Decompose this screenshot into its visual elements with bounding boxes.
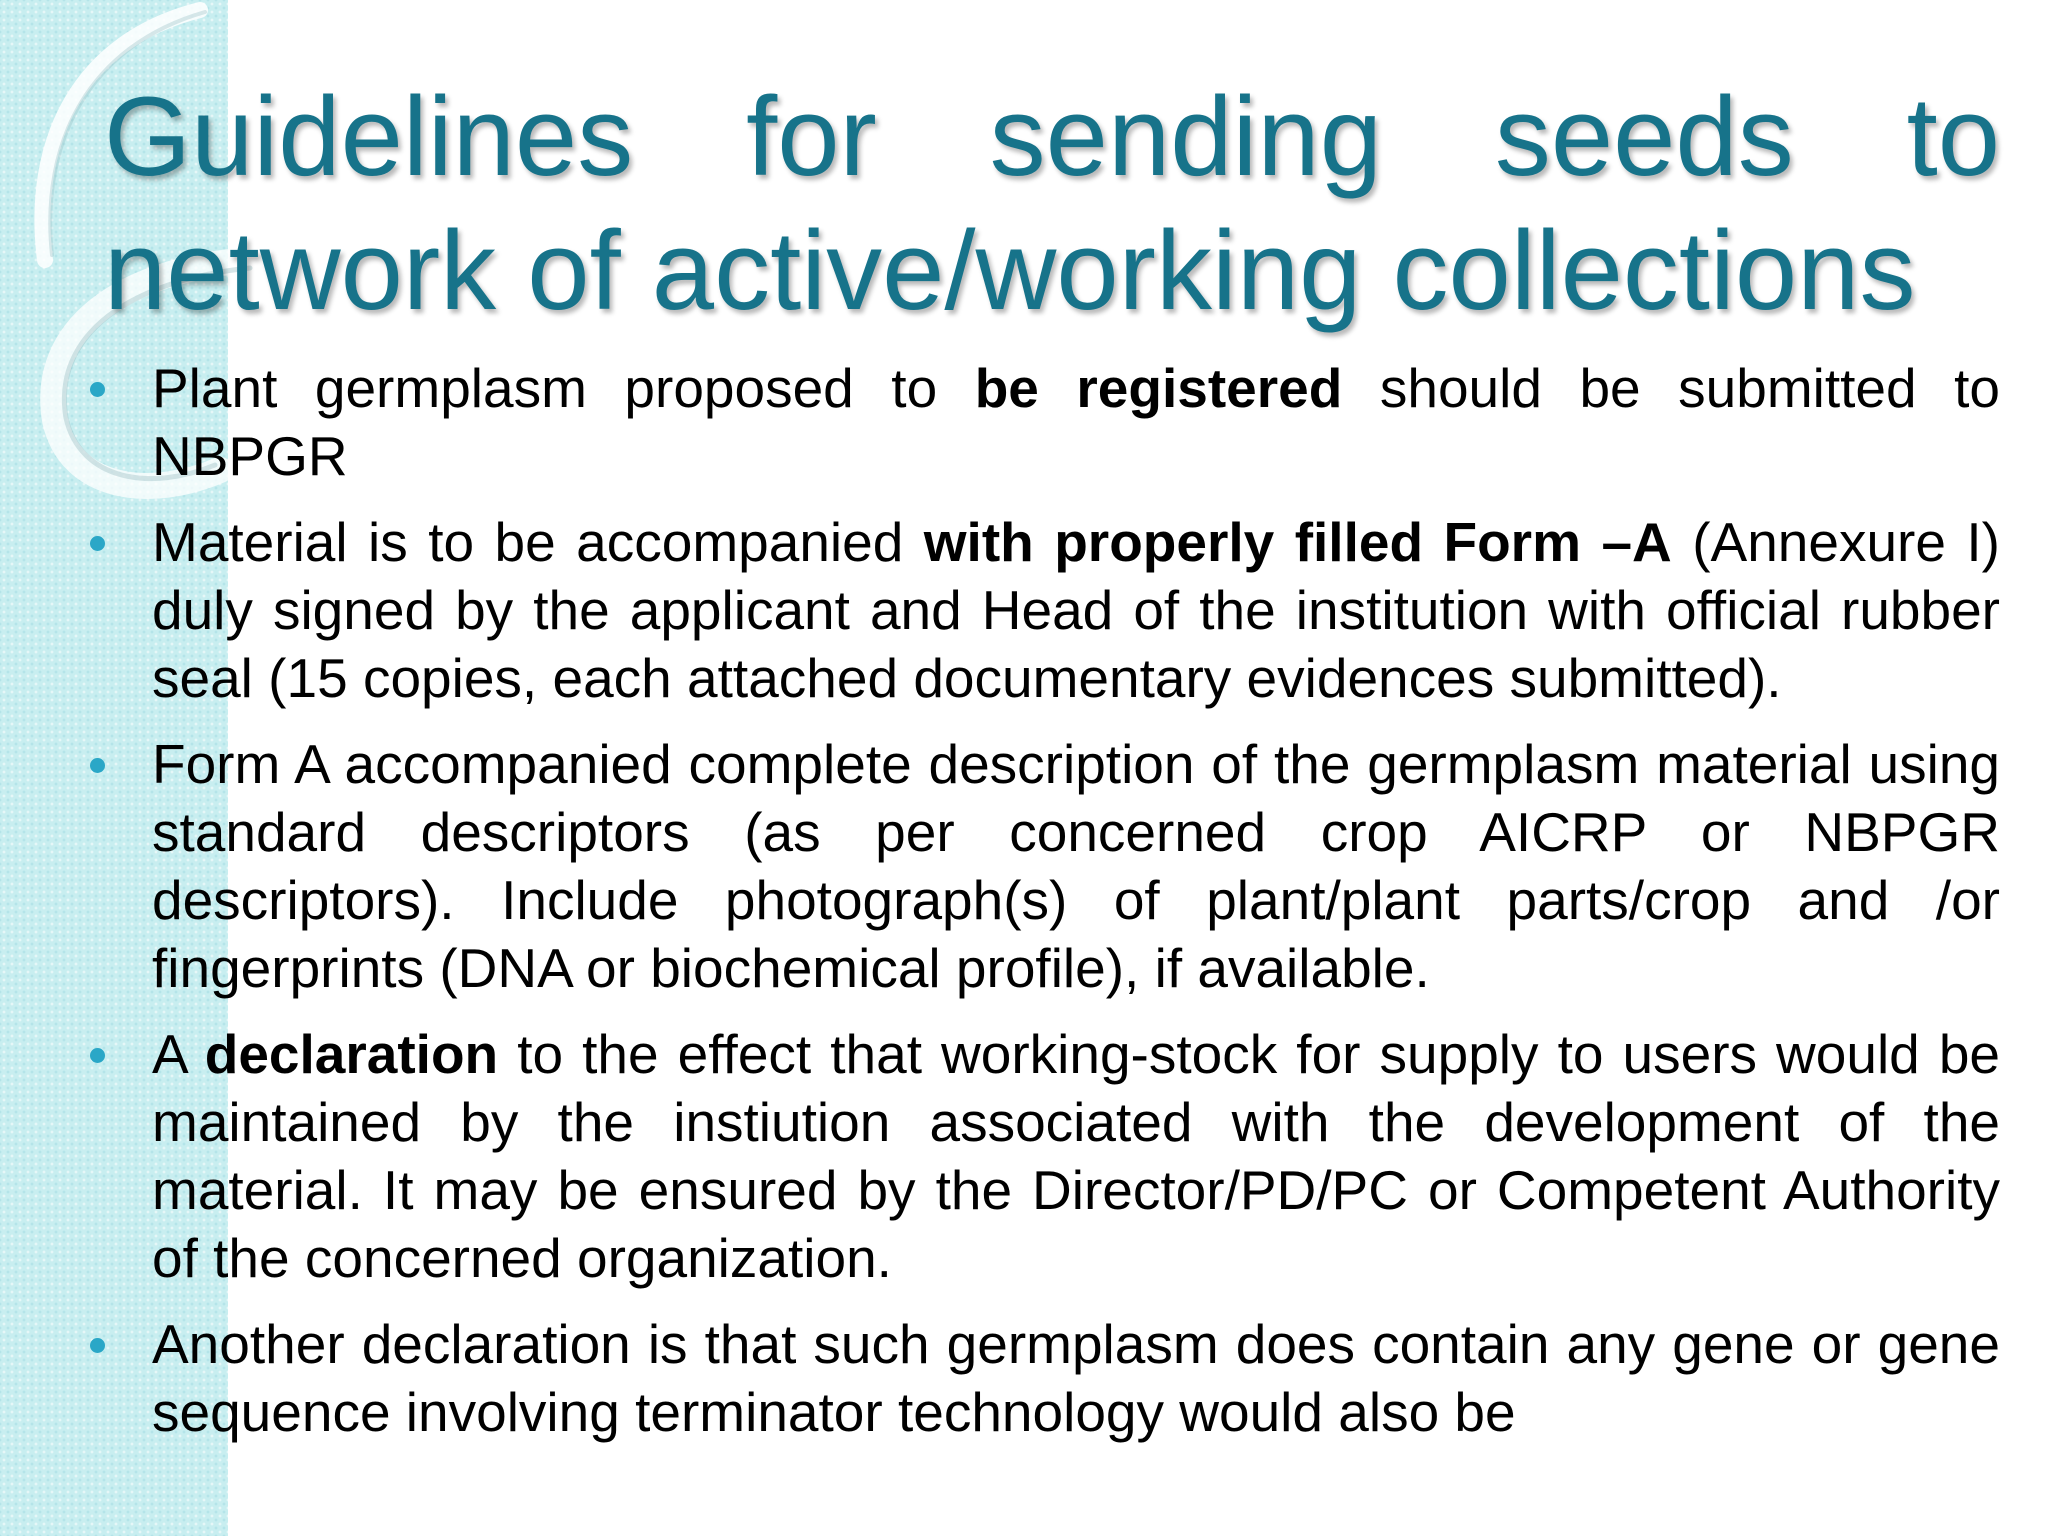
bullet-dot-icon — [90, 1048, 105, 1063]
bullet-4-text-c: to the effect that working-stock for supply to users would be maintained by the instiution associated with the development of the material. It may be ensured by the Director/PD/PC or Competent Authority of the concerned organization. — [152, 1023, 2000, 1289]
bullet-item-2 — [152, 508, 2000, 712]
bullet-2-bold-text: with properly filled Form –A — [923, 511, 1672, 573]
bullet-item-3 — [152, 730, 2000, 1002]
bullet-dot-icon — [90, 1338, 105, 1353]
bullet-4-text-a: A — [152, 1023, 205, 1085]
bullet-dot-icon — [90, 536, 105, 551]
bullet-2-text-c: (Annexure I) duly signed by the applicant and Head of the institution with official rubber seal (15 copies, each attached documentary evidences submitted). — [152, 511, 2000, 709]
bullet-5-text: Another declaration is that such germplasm does contain any gene or gene sequence involving terminator technology would also be — [152, 1313, 2000, 1443]
bullet-1-text-c: should be submitted to NBPGR — [152, 357, 2000, 487]
slide-title-line-2: network of active/working collections — [104, 208, 1916, 333]
bullet-2-text-a: Material is to be accompanied — [152, 511, 924, 573]
bullet-item-4 — [152, 1020, 2000, 1292]
bullet-dot-icon — [90, 758, 105, 773]
slide-title — [104, 70, 2000, 338]
bullet-1-bold-text: be registered — [974, 357, 1343, 419]
bullet-4-bold-text: declaration — [204, 1023, 499, 1085]
slide-title-line-1: Guidelines for sending seeds to — [104, 74, 2000, 199]
bullet-list — [152, 354, 2000, 1464]
bullet-1-text-a: Plant germplasm proposed to — [152, 357, 975, 419]
bullet-item-1 — [152, 354, 2000, 490]
bullet-item-5 — [152, 1310, 2000, 1446]
bullet-dot-icon — [90, 382, 105, 397]
bullet-3-text: Form A accompanied complete description of the germplasm material using standard descriptors (as per concerned crop AICRP or NBPGR descriptors). Include photograph(s) of plant/plant parts/crop and /or fingerprints (DNA or biochemical profile), if available. — [152, 733, 2000, 999]
